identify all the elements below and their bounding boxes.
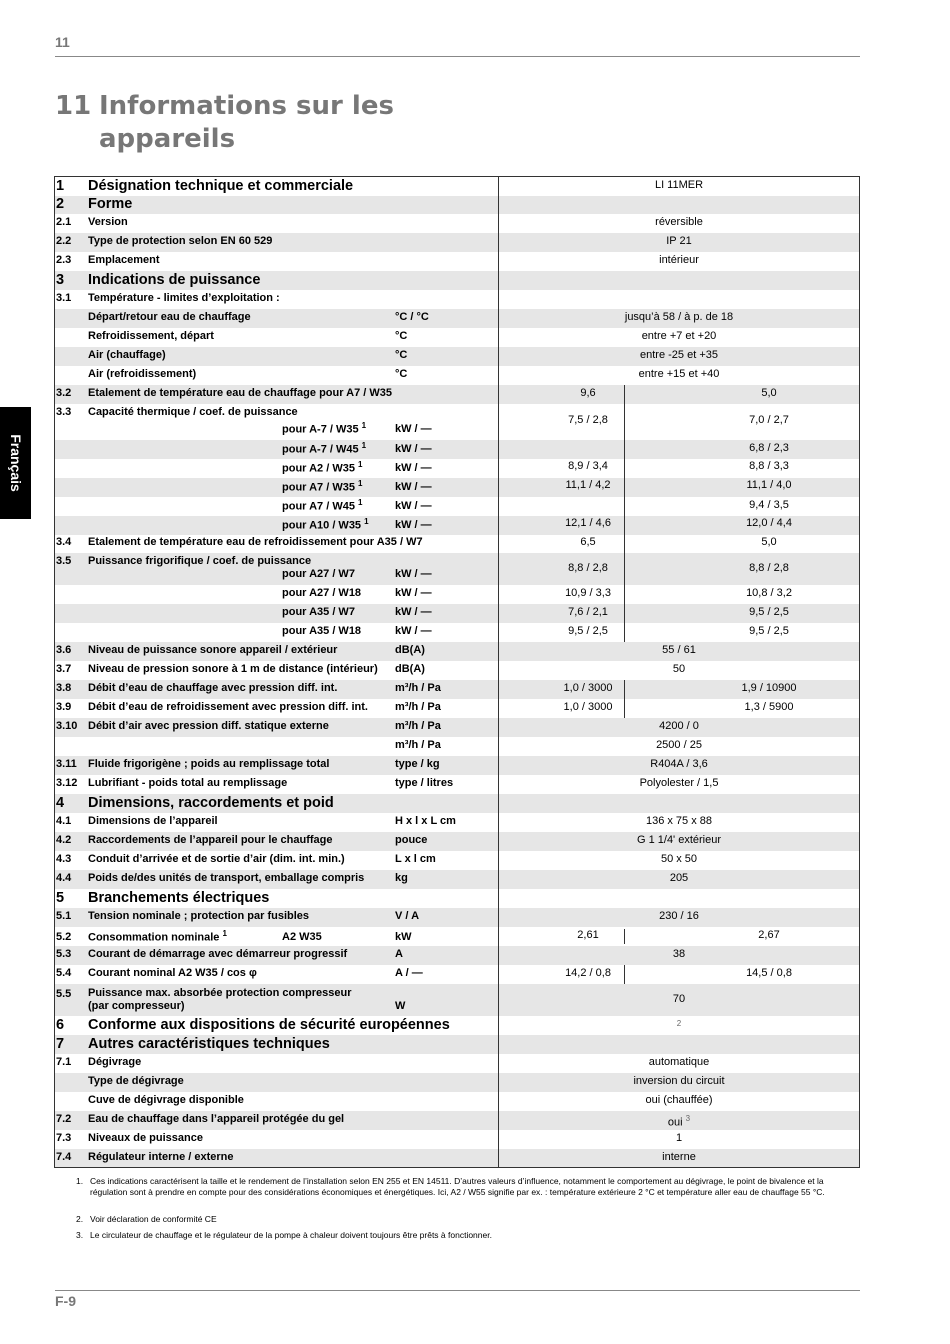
- row-unit: pouce: [395, 834, 428, 846]
- table-row: [55, 214, 859, 233]
- row-number: 3.3: [56, 406, 72, 418]
- row-value-left: 7,6 / 2,1: [568, 606, 608, 618]
- row-value: interne: [662, 1151, 696, 1163]
- table-row: [55, 623, 859, 642]
- row-number: 5.3: [56, 948, 72, 960]
- row-value: jusqu’à 58 / à p. de 18: [624, 311, 734, 323]
- row-label: Branchements électriques: [88, 890, 270, 906]
- row-number: 5: [56, 890, 65, 906]
- value-divider: [624, 535, 625, 642]
- row-unit: °C: [395, 330, 408, 342]
- row-number: 2.2: [56, 235, 72, 247]
- table-row: [55, 870, 859, 889]
- row-label: Type de dégivrage: [88, 1075, 184, 1087]
- row-value-left: 8,8 / 2,8: [568, 562, 608, 574]
- table-row: [55, 718, 859, 737]
- row-label: Courant de démarrage avec démarreur progressif: [88, 948, 348, 960]
- table-row: [55, 1111, 859, 1130]
- row-value-right: 9,5 / 2,5: [749, 625, 789, 637]
- row-value-left: 2,61: [577, 929, 599, 941]
- table-row: [55, 1035, 859, 1054]
- row-sublabel: pour A10 / W35: [282, 519, 362, 532]
- language-tab-label: Français: [7, 434, 24, 492]
- table-row: [55, 440, 859, 459]
- table-row: [55, 516, 859, 535]
- row-value: entre +15 et +40: [638, 368, 720, 380]
- footnote: [76, 1230, 846, 1241]
- row-label: Indications de puissance: [88, 272, 261, 288]
- row-label: Etalement de température eau de refroidissement pour A35 / W7: [88, 536, 423, 548]
- row-value: intérieur: [659, 254, 699, 266]
- table-row: [55, 1149, 859, 1167]
- row-label: Version: [88, 216, 128, 228]
- table-row: [55, 756, 859, 775]
- row-value: Polyolester / 1,5: [639, 777, 719, 789]
- row-value-left: 6,5: [580, 536, 596, 548]
- row-value-left: 9,6: [580, 387, 596, 399]
- row-number: 3.6: [56, 644, 72, 656]
- row-unit: W: [395, 1000, 406, 1012]
- row-number: 5.4: [56, 967, 72, 979]
- row-label: Raccordements de l’appareil pour le chauffage: [88, 834, 333, 846]
- row-value: 38: [672, 948, 686, 960]
- row-value-left: 8,9 / 3,4: [568, 460, 608, 472]
- row-unit: kW: [395, 931, 412, 943]
- row-unit: A / —: [395, 967, 423, 979]
- value-divider: [624, 965, 625, 984]
- row-unit: kW / —: [395, 481, 432, 493]
- table-row: [55, 1092, 859, 1111]
- row-label: Débit d’eau de refroidissement avec pression diff. int.: [88, 701, 368, 713]
- footnote: [76, 1214, 846, 1225]
- table-row: [55, 252, 859, 271]
- table-row: [55, 478, 859, 497]
- row-value: oui: [667, 1116, 683, 1129]
- row-unit: °C: [395, 368, 408, 380]
- row-label: Etalement de température eau de chauffage pour A7 / W35: [88, 387, 393, 399]
- table-row: [55, 1130, 859, 1149]
- row-number: 5.1: [56, 910, 72, 922]
- row-label: Eau de chauffage dans l’appareil protégée du gel: [88, 1113, 345, 1125]
- chapter-title-line2: appareils: [99, 124, 236, 154]
- row-value-left: 11,1 / 4,2: [565, 479, 611, 491]
- row-value-right: 7,0 / 2,7: [749, 414, 789, 426]
- row-label-continued: (par compresseur): [88, 1000, 185, 1012]
- row-value-right: 10,8 / 3,2: [746, 587, 792, 599]
- row-label: Forme: [88, 196, 133, 212]
- row-unit: kW / —: [395, 462, 432, 474]
- row-sublabel: pour A35 / W18: [282, 625, 362, 637]
- row-unit: A: [395, 948, 403, 960]
- row-unit: °C: [395, 349, 408, 361]
- row-label: Débit d’air avec pression diff. statique externe: [88, 720, 329, 732]
- row-number: 2.1: [56, 216, 72, 228]
- row-value-right: 5,0: [761, 387, 777, 399]
- row-number: 3.8: [56, 682, 72, 694]
- row-unit: °C / °C: [395, 311, 429, 323]
- row-unit: dB(A): [395, 663, 425, 675]
- row-number: 6: [56, 1017, 65, 1033]
- row-value: 50: [672, 663, 686, 675]
- table-row: [55, 585, 859, 604]
- row-sublabel: pour A-7 / W45: [282, 443, 359, 456]
- row-unit: kg: [395, 872, 408, 884]
- row-value-right: 11,1 / 4,0: [746, 479, 792, 491]
- table-row: [55, 459, 859, 478]
- table-row: [55, 347, 859, 366]
- table-row: [55, 328, 859, 347]
- row-number: 3.9: [56, 701, 72, 713]
- footnote-number: 2.: [76, 1214, 84, 1224]
- table-row: [55, 290, 859, 309]
- footnote-ref: 3: [685, 1114, 691, 1123]
- row-number: 3.12: [56, 777, 78, 789]
- row-label: Capacité thermique / coef. de puissance: [88, 406, 298, 418]
- table-row: [55, 908, 859, 927]
- row-label: Débit d’eau de chauffage avec pression diff. int.: [88, 682, 338, 694]
- table-row: [55, 309, 859, 328]
- row-label: Refroidissement, départ: [88, 330, 214, 342]
- row-label: Fluide frigorigène ; poids au remplissage total: [88, 758, 330, 770]
- row-sublabel: pour A2 / W35: [282, 462, 355, 475]
- row-label: Conforme aux dispositions de sécurité européennes: [88, 1017, 450, 1033]
- row-unit: m³/h / Pa: [395, 682, 441, 694]
- row-label: Puissance frigorifique / coef. de puissance: [88, 555, 312, 567]
- row-value-right: 8,8 / 2,8: [749, 562, 789, 574]
- row-unit: type / kg: [395, 758, 440, 770]
- row-number: 3.11: [56, 758, 77, 770]
- row-label: Puissance max. absorbée protection compresseur: [88, 987, 352, 999]
- row-number: 7.2: [56, 1113, 72, 1125]
- row-unit: H x l x L cm: [395, 815, 456, 827]
- row-value: 4200 / 0: [659, 720, 699, 732]
- row-number: 4.1: [56, 815, 72, 827]
- table-row: [55, 965, 859, 984]
- row-unit: kW / —: [395, 568, 432, 580]
- table-row: [55, 1073, 859, 1092]
- table-row: [55, 177, 859, 196]
- footnote-ref: 1: [358, 479, 363, 488]
- row-unit: m³/h / Pa: [395, 720, 441, 732]
- row-label: Dimensions, raccordements et poid: [88, 795, 334, 811]
- row-value-right: 9,4 / 3,5: [749, 499, 789, 511]
- table-row: [55, 813, 859, 832]
- row-value-left: 10,9 / 3,3: [565, 587, 611, 599]
- row-value-right: 12,0 / 4,4: [746, 517, 792, 529]
- row-number: 3.4: [56, 536, 72, 548]
- footnote-ref: 1: [361, 421, 367, 430]
- row-sublabel: pour A35 / W7: [282, 606, 355, 618]
- row-label: Lubrifiant - poids total au remplissage: [88, 777, 288, 789]
- row-sublabel: pour A27 / W7: [282, 568, 355, 580]
- row-value-right: 5,0: [761, 536, 777, 548]
- row-unit: type / litres: [395, 777, 454, 789]
- column-separator: [498, 176, 499, 1168]
- row-label: Dégivrage: [88, 1056, 142, 1068]
- row-number: 2.3: [56, 254, 72, 266]
- row-unit: m³/h / Pa: [395, 701, 441, 713]
- table-row: [55, 366, 859, 385]
- table-row: [55, 832, 859, 851]
- row-value: 230 / 16: [659, 910, 699, 922]
- row-number: 3.5: [56, 555, 72, 567]
- row-unit: kW / —: [395, 625, 432, 637]
- row-value: 205: [669, 872, 689, 884]
- row-unit: V / A: [395, 910, 420, 922]
- row-value: 2500 / 25: [656, 739, 702, 751]
- row-number: 7.3: [56, 1132, 72, 1144]
- row-number: 1: [56, 178, 65, 194]
- row-label: Niveau de puissance sonore appareil / extérieur: [88, 644, 338, 656]
- row-label: Désignation technique et commerciale: [88, 178, 354, 194]
- row-label: Cuve de dégivrage disponible: [88, 1094, 244, 1106]
- row-value: oui (chauffée): [645, 1094, 713, 1106]
- row-label: Emplacement: [88, 254, 160, 266]
- table-row: [55, 1054, 859, 1073]
- table-row: [55, 661, 859, 680]
- footnote-text: Ces indications caractérisent la taille et le rendement de l’installation selon EN 255 et EN 14511. D’autres valeurs d’influence, notamment le comportement au dégivrage, le point de bivalence et la régulation sont à prendre en compte pour des considérations économiques et énergétiques. Ici, A2 / W55 signifie par ex. : température extérieure 2 °C et température aller eau de chauffage 55 °C.: [90, 1176, 825, 1197]
- row-value: IP 21: [666, 235, 692, 247]
- footer-rule: [55, 1290, 860, 1291]
- footer-page-label: F-9: [55, 1293, 76, 1309]
- row-unit: kW / —: [395, 423, 432, 435]
- row-value-left: 9,5 / 2,5: [568, 625, 608, 637]
- row-label: Autres caractéristiques techniques: [88, 1036, 330, 1052]
- row-value: réversible: [655, 216, 703, 228]
- row-value-left: 1,0 / 3000: [563, 682, 613, 694]
- row-label: Dimensions de l’appareil: [88, 815, 218, 827]
- row-unit: kW / —: [395, 443, 432, 455]
- row-value-right: 14,5 / 0,8: [746, 967, 792, 979]
- value-divider: [624, 929, 625, 944]
- table-row: [55, 404, 859, 440]
- row-value: G 1 1/4' extérieur: [636, 834, 722, 846]
- table-row: [55, 775, 859, 794]
- row-value: 55 / 61: [662, 644, 696, 656]
- table-row: [55, 642, 859, 661]
- row-number: 7: [56, 1036, 65, 1052]
- row-number: 3.2: [56, 387, 72, 399]
- chapter-title: [55, 90, 394, 156]
- row-number: 7.1: [56, 1056, 72, 1068]
- row-label: Départ/retour eau de chauffage: [88, 311, 251, 323]
- row-label: Conduit d’arrivée et de sortie d’air (dim. int. min.): [88, 853, 345, 865]
- row-value: automatique: [648, 1056, 710, 1068]
- footnote-ref: 1: [358, 460, 363, 469]
- row-label: Niveaux de puissance: [88, 1132, 203, 1144]
- row-number: 5.2: [56, 931, 72, 943]
- row-value: 50 x 50: [660, 853, 698, 865]
- row-label: Type de protection selon EN 60 529: [88, 235, 273, 247]
- row-value: LI 11MER: [654, 179, 704, 191]
- footnote: [76, 1176, 846, 1198]
- chapter-number: 11: [55, 91, 92, 121]
- row-value-left: 1,0 / 3000: [563, 701, 613, 713]
- row-number: 4.2: [56, 834, 72, 846]
- footnote-text: Le circulateur de chauffage et le régulateur de la pompe à chaleur doivent toujours être prêts à fonctionner.: [90, 1230, 492, 1240]
- row-unit: L x l cm: [395, 853, 436, 865]
- row-unit: m³/h / Pa: [395, 739, 441, 751]
- row-number: 4: [56, 795, 65, 811]
- row-label: Poids de/des unités de transport, emballage compris: [88, 872, 365, 884]
- value-divider: [624, 680, 625, 718]
- row-sublabel: A2 W35: [282, 931, 322, 943]
- footnote-ref: 1: [361, 441, 367, 450]
- row-value-left: 7,5 / 2,8: [568, 414, 608, 426]
- row-value-left: 14,2 / 0,8: [565, 967, 611, 979]
- row-unit: kW / —: [395, 500, 432, 512]
- table-row: [55, 535, 859, 553]
- row-value-right: 6,8 / 2,3: [749, 442, 789, 454]
- row-label: Température - limites d’exploitation :: [88, 292, 280, 304]
- footnote-text: Voir déclaration de conformité CE: [90, 1214, 217, 1224]
- row-number: 3.1: [56, 292, 72, 304]
- row-number: 4.4: [56, 872, 72, 884]
- row-number: 4.3: [56, 853, 72, 865]
- footnote-ref: 1: [364, 517, 369, 526]
- table-row: [55, 699, 859, 718]
- row-value: entre -25 et +35: [640, 349, 718, 361]
- row-sublabel: pour A7 / W35: [282, 481, 355, 494]
- row-label: Courant nominal A2 W35 / cos φ: [88, 967, 257, 979]
- row-number: 2: [56, 196, 65, 212]
- row-value: entre +7 et +20: [641, 330, 717, 342]
- row-value-right: 2,67: [758, 929, 780, 941]
- row-label: Air (chauffage): [88, 349, 166, 361]
- row-label: Air (refroidissement): [88, 368, 197, 380]
- table-row: [55, 794, 859, 813]
- table-row: [55, 385, 859, 404]
- header-rule: [55, 56, 860, 57]
- row-label: Niveau de pression sonore à 1 m de distance (intérieur): [88, 663, 378, 675]
- table-row: [55, 946, 859, 965]
- row-unit: kW / —: [395, 606, 432, 618]
- row-value-left: 12,1 / 4,6: [565, 517, 611, 529]
- row-label: Régulateur interne / externe: [88, 1151, 234, 1163]
- row-value-right: 8,8 / 3,3: [749, 460, 789, 472]
- footnote-ref: 2: [676, 1019, 682, 1028]
- row-value-right: 9,5 / 2,5: [749, 606, 789, 618]
- row-value: 70: [672, 993, 686, 1005]
- footnote-ref: 1: [358, 498, 363, 507]
- table-row: [55, 680, 859, 699]
- row-value-right: 1,9 / 10900: [741, 682, 797, 694]
- row-value: 1: [675, 1132, 683, 1144]
- table-row: [55, 271, 859, 290]
- language-tab[interactable]: [0, 407, 31, 519]
- value-divider: [624, 385, 625, 535]
- table-row: [55, 196, 859, 214]
- page-number: 11: [55, 34, 70, 50]
- row-value: inversion du circuit: [633, 1075, 725, 1087]
- footnote-number: 1.: [76, 1176, 84, 1186]
- table-row: [55, 851, 859, 870]
- row-sublabel: pour A-7 / W35: [282, 423, 359, 436]
- table-row: [55, 497, 859, 516]
- row-value-right: 1,3 / 5900: [744, 701, 794, 713]
- table-row: [55, 889, 859, 908]
- footnote-ref: 1: [222, 929, 227, 938]
- row-number: 7.4: [56, 1151, 72, 1163]
- row-value: R404A / 3,6: [650, 758, 708, 770]
- row-sublabel: pour A27 / W18: [282, 587, 362, 599]
- footnote-number: 3.: [76, 1230, 84, 1240]
- chapter-title-line1: Informations sur les: [99, 91, 394, 121]
- row-unit: kW / —: [395, 519, 432, 531]
- row-value: 136 x 75 x 88: [645, 815, 713, 827]
- row-unit: dB(A): [395, 644, 425, 656]
- row-label: Tension nominale ; protection par fusibles: [88, 910, 310, 922]
- row-number: 3.10: [56, 720, 78, 732]
- table-row: [55, 927, 859, 946]
- table-row: [55, 984, 859, 1016]
- table-row: [55, 604, 859, 623]
- table-row: [55, 233, 859, 252]
- table-row: [55, 737, 859, 756]
- table-row: [55, 553, 859, 585]
- row-sublabel: pour A7 / W45: [282, 500, 355, 513]
- row-number: 3: [56, 272, 65, 288]
- row-number: 3.7: [56, 663, 72, 675]
- row-label: Consommation nominale: [88, 931, 220, 944]
- row-unit: kW / —: [395, 587, 432, 599]
- row-number: 5.5: [56, 988, 72, 1000]
- table-row: [55, 1016, 859, 1035]
